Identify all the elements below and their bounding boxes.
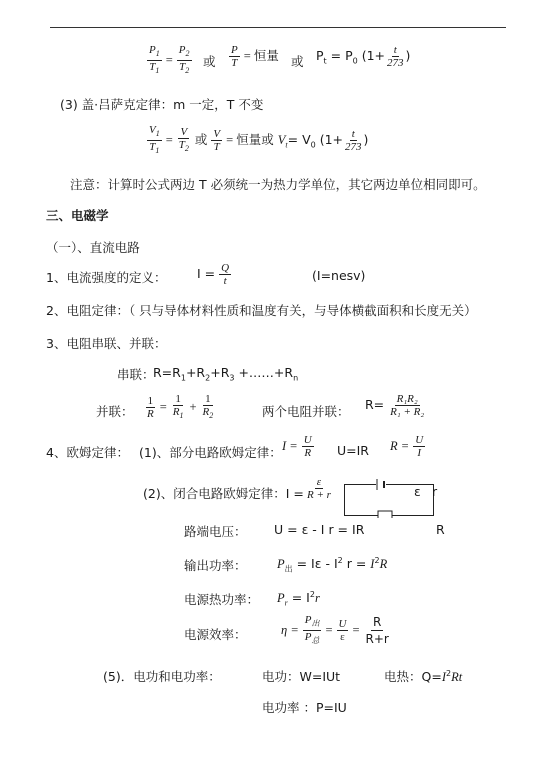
ohm-law-uir: U=IR [337, 443, 369, 458]
electric-work-formula: 电功：W=IUt [262, 669, 341, 684]
internal-r-label: r [432, 484, 438, 499]
terminal-voltage-formula: U = ε - I r = IR [274, 522, 365, 537]
gas-law-const: $\frac{P}{T}$ = 恒量 [231, 44, 279, 69]
heat-power-formula: $P_r = I^2r$ [277, 590, 320, 608]
efficiency-label: 电源效率： [184, 627, 247, 642]
external-r-label: R [436, 522, 445, 537]
or-label-1: 或 [203, 54, 216, 69]
item2-resistance-law: 2、电阻定律：（ 只与导体材料性质和温度有关，与导体横截面积和长度无关） [46, 303, 477, 318]
part1-label: (1)、部分电路欧姆定律： [139, 445, 282, 460]
fraction-p2-t2: $\frac{P_2}{T_2}$ [178, 44, 190, 76]
gas-law-pt: $P_t = P_0$ (1+ $\frac{t}{273}$ ) [316, 44, 411, 69]
ohm-law-formula: I = $\frac{U}{R}$ [282, 434, 312, 459]
parallel-formula: $\frac{1}{R}$ = $\frac{1}{R_1}$ + $\frac{1}{R_2}$ [147, 393, 214, 421]
two-parallel-formula: R= $\frac{\text{R₁R₂}}{\text{R₁ + R₂}}$ [365, 393, 425, 418]
item5-label: (5)．电功和电功率： [103, 669, 221, 684]
heat-power-label: 电源热功率： [184, 592, 260, 607]
gay-lussac-formula: $\frac{V_1}{T_1}$ = $\frac{V}{T_2}$ 或 $\frac{V}{T}$ = 恒量或 $V_t= V_0$ (1+ $\frac{t}{273}$ ) [149, 124, 369, 156]
closed-circuit-fraction: $\frac{\varepsilon}{R + r}$ [307, 476, 331, 501]
section-heading-electromagnetism: 三、电磁学 [46, 208, 109, 223]
fraction-p1-t1: $\frac{P_1}{T_1}$ [149, 44, 160, 76]
note-text: 注意：计算时公式两边 T 必须统一为热力学单位，其它两边单位相同即可。 [70, 177, 486, 192]
terminal-voltage-label: 路端电压： [184, 524, 247, 539]
resistor-symbol [378, 511, 392, 518]
electric-heat-formula: 电热：$Q=I^2Rt$ [384, 668, 463, 684]
part2-label: (2)、闭合电路欧姆定律：I = [143, 486, 304, 501]
ohm-law-r: R = $\frac{U}{I}$ [390, 434, 424, 459]
item1-label: 1、电流强度的定义： [46, 270, 167, 285]
two-parallel-label: 两个电阻并联： [262, 404, 350, 419]
gas-law-formula-row: $\frac{P_1}{T_1}$ = $\frac{P_2}{T_2}$ [149, 44, 190, 76]
parallel-label: 并联： [96, 404, 134, 419]
emf-label: ε [414, 484, 421, 499]
top-rule [50, 27, 506, 28]
efficiency-formula: η = $\frac{P_出}{P_总}$ = $\frac{U}{\varepsilon}$ = $\frac{R}{R+r}$ [281, 614, 389, 647]
current-alt-formula: (I=nesv) [312, 268, 366, 283]
output-power-formula: $P_出 = I\varepsilon - I^2$ $r = I^2R$ [277, 556, 388, 574]
subsection-dc-circuit: （一）、直流电路 [46, 240, 140, 255]
circuit-diagram [344, 478, 440, 518]
series-formula: $R=R_1+R_2+R_3$ $+\dots\dots+R_n$ [153, 365, 299, 383]
or-label-2: 或 [291, 54, 304, 69]
series-label: 串联： [117, 367, 155, 382]
current-definition-formula: I = $\frac{Q}{t}$ [197, 262, 230, 287]
electric-power-formula: 电功率 ：P=IU [262, 700, 347, 715]
item3-label: 3、电阻串联、并联： [46, 336, 167, 351]
item4-label: 4、欧姆定律： [46, 445, 129, 460]
gay-lussac-heading: (3) 盖·吕萨克定律：m 一定，T 不变 [60, 97, 264, 112]
output-power-label: 输出功率： [184, 558, 247, 573]
